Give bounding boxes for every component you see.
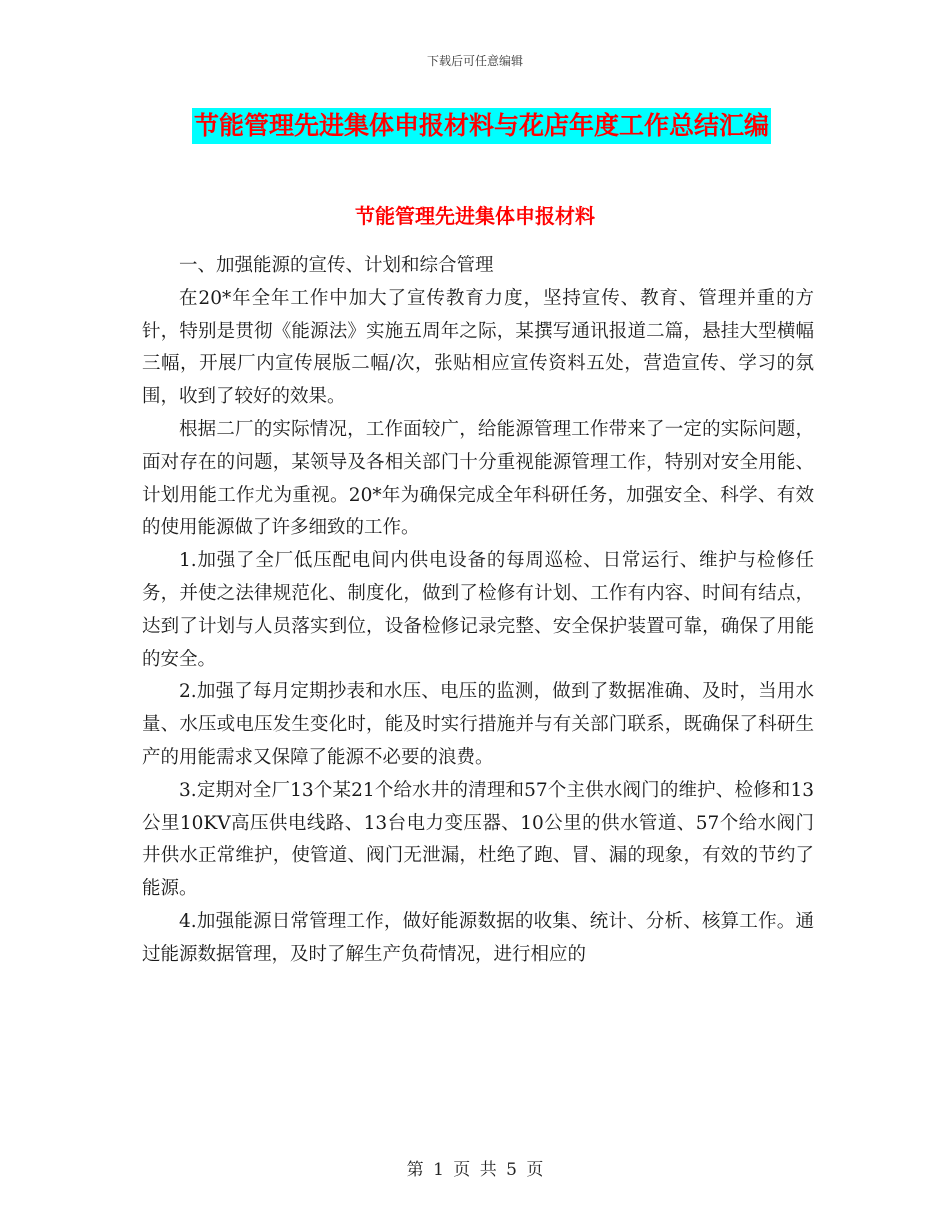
paragraph-heading-1: 一、加强能源的宣传、计划和综合管理 — [179, 255, 494, 276]
paragraph-item-3: 3.定期对全厂13个某21个给水井的清理和57个主供水阀门的维护、检修和13公里10KV高压供电线路、13台电力变压器、10公里的供水管道、57个给水阀门井供水正常维护，使管道、阀门无泄漏，杜绝了跑、冒、漏的现象，有效的节约了能源。 — [142, 779, 814, 900]
header-note: 下载后可任意编辑 — [426, 54, 523, 68]
paragraph-item-4: 4.加强能源日常管理工作，做好能源数据的收集、统计、分析、核算工作。通过能源数据管理，及时了解生产负荷情况，进行相应的 — [142, 910, 814, 965]
section-title: 节能管理先进集体申报材料 — [355, 204, 595, 228]
page-footer: 第 1 页 共 5 页 — [406, 1160, 544, 1180]
body-text — [142, 250, 814, 972]
paragraph: 根据二厂的实际情况，工作面较广，给能源管理工作带来了一定的实际问题，面对存在的问题，某领导及各相关部门十分重视能源管理工作，特别对安全用能、计划用能工作尤为重视。20*年为确保完成全年科研任务，加强安全、科学、有效的使用能源做了许多细致的工作。 — [142, 418, 814, 539]
paragraph-item-1: 1.加强了全厂低压配电间内供电设备的每周巡检、日常运行、维护与检修任务，并使之法律规范化、制度化，做到了检修有计划、工作有内容、时间有结点，达到了计划与人员落实到位，设备检修记录完整、安全保护装置可靠，确保了用能的安全。 — [142, 550, 814, 670]
document-title: 节能管理先进集体申报材料与花店年度工作总结汇编 — [192, 108, 771, 144]
paragraph: 在20*年全年工作中加大了宣传教育力度，坚持宣传、教育、管理并重的方针，特别是贯彻《能源法》实施五周年之际，某撰写通讯报道二篇，悬挂大型横幅三幅，开展厂内宣传展版二幅/次，张贴相应宣传资料五处，营造宣传、学习的氛围，收到了较好的效果。 — [142, 287, 814, 408]
paragraph-item-2: 2.加强了每月定期抄表和水压、电压的监测，做到了数据准确、及时，当用水量、水压或电压发生变化时，能及时实行措施并与有关部门联系，既确保了科研生产的用能需求又保障了能源不必要的浪费。 — [142, 681, 814, 768]
